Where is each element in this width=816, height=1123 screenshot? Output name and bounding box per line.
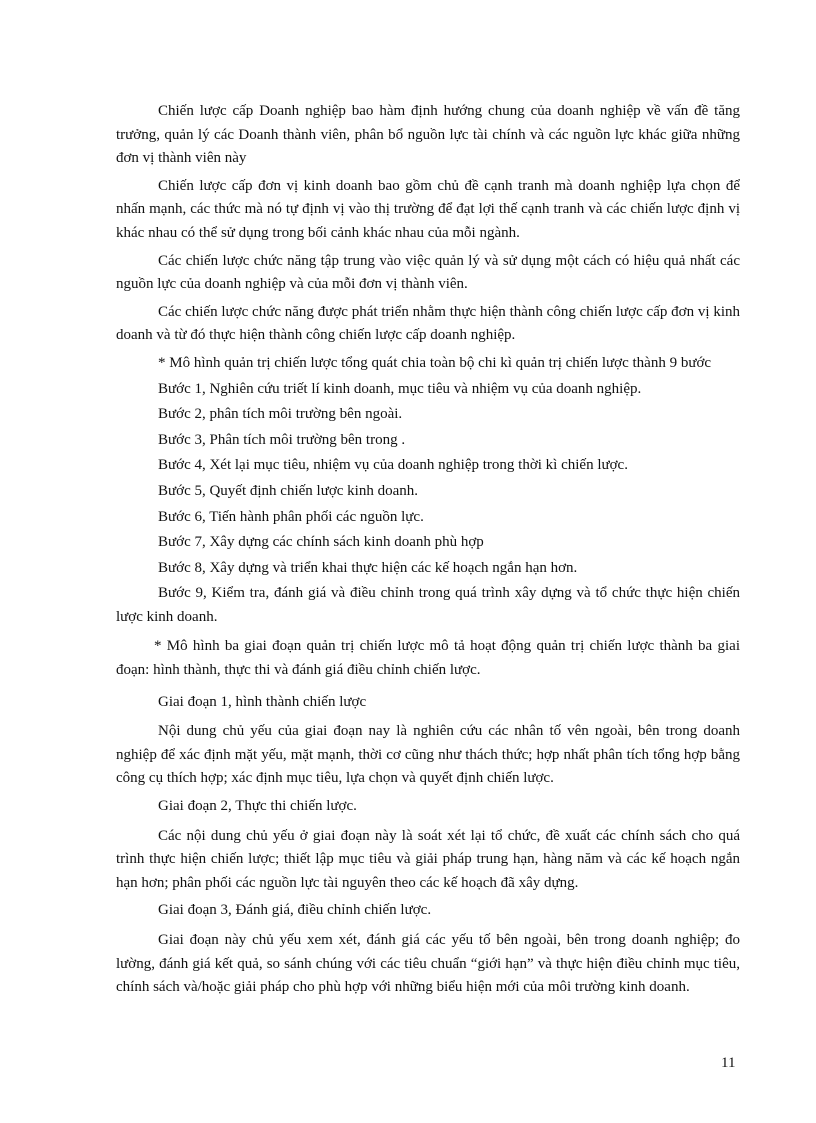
paragraph-functional-strategy: Các chiến lược chức năng tập trung vào việc quản lý và sử dụng một cách có hiệu quả nhất các nguồn lực của doanh nghiệp và của mỗi đơn vị thành viên. — [116, 252, 740, 293]
step-2: Bước 2, phân tích môi trường bên ngoài. — [158, 406, 403, 423]
step-4: Bước 4, Xét lại mục tiêu, nhiệm vụ của doanh nghiệp trong thời kì chiến lược. — [158, 457, 628, 474]
step-5: Bước 5, Quyết định chiến lược kinh doanh. — [158, 482, 418, 499]
stage-3-content: Giai đoạn này chủ yếu xem xét, đánh giá các yếu tố bên ngoài, bên trong doanh nghiệp; đo lường, đánh giá kết quả, so sánh chúng với các tiêu chuẩn “giới hạn” và thực hiện điều chỉnh mục tiêu, chính sách và/hoặc giải pháp cho phù hợp với những biểu hiện mới của môi trường kinh doanh. — [116, 932, 740, 996]
step-3: Bước 3, Phân tích môi trường bên trong . — [158, 431, 406, 448]
paragraph-functional-strategy-goal: Các chiến lược chức năng được phát triển nhằm thực hiện thành công chiến lược cấp đơn vị kinh doanh và từ đó thực hiện thành công chiến lược cấp doanh nghiệp. — [116, 303, 740, 344]
step-7: Bước 7, Xây dựng các chính sách kinh doanh phù hợp — [158, 534, 484, 551]
step-6: Bước 6, Tiến hành phân phối các nguồn lực. — [158, 508, 424, 525]
stage-2-content: Các nội dung chủ yếu ở giai đoạn này là soát xét lại tổ chức, đề xuất các chính sách cho quá trình thực hiện chiến lược; thiết lập mục tiêu và giải pháp trung hạn, hàng năm và các kế hoạch ngắn hạn hơn; phân phối các nguồn lực tài nguyên theo các kế hoạch đã xây dựng. — [116, 827, 740, 891]
stage-1-heading: Giai đoạn 1, hình thành chiến lược — [158, 693, 367, 710]
stage-3-heading: Giai đoạn 3, Đánh giá, điều chỉnh chiến lược. — [158, 902, 432, 919]
paragraph-corporate-strategy: Chiến lược cấp Doanh nghiệp bao hàm định hướng chung của doanh nghiệp về vấn đề tăng trưởng, quản lý các Doanh thành viên, phân bổ nguồn lực tài chính và các nguồn lực khác giữa những đơn vị thành viên này — [116, 103, 740, 167]
stage-2-heading: Giai đoạn 2, Thực thi chiến lược. — [158, 798, 357, 815]
stage-1-content: Nội dung chủ yếu của giai đoạn nay là nghiên cứu các nhân tố vên ngoài, bên trong doanh nghiệp để xác định mặt yếu, mặt mạnh, thời cơ cũng như thách thức; hợp nhất phân tích tổng hợp bằng công cụ thích hợp; xác định mục tiêu, lựa chọn và quyết định chiến lược. — [116, 723, 740, 787]
page-number: 11 — [721, 1055, 736, 1071]
body-text — [116, 100, 740, 1004]
step-1: Bước 1, Nghiên cứu triết lí kinh doanh, mục tiêu và nhiệm vụ của doanh nghiệp. — [158, 380, 642, 397]
step-9: Bước 9, Kiểm tra, đánh giá và điều chỉnh trong quá trình xây dựng và tổ chức thực hiện chiến lược kinh doanh. — [116, 585, 740, 625]
paragraph-nine-step-model: * Mô hình quản trị chiến lược tổng quát chia toàn bộ chi kì quản trị chiến lược thành 9 bước — [158, 354, 712, 371]
paragraph-three-stage-model: * Mô hình ba giai đoạn quản trị chiến lược mô tả hoạt động quản trị chiến lược thành ba giai đoạn: hình thành, thực thi và đánh giá điều chỉnh chiến lược. — [116, 638, 740, 679]
step-8: Bước 8, Xây dựng và triển khai thực hiện các kế hoạch ngắn hạn hơn. — [158, 559, 578, 576]
paragraph-business-unit-strategy: Chiến lược cấp đơn vị kinh doanh bao gồm chủ đề cạnh tranh mà doanh nghiệp lựa chọn để nhấn mạnh, các thức mà nó tự định vị vào thị trường để đạt lợi thế cạnh tranh và các chiến lược định vị khác nhau có thể sử dụng trong bối cảnh khác nhau của mỗi ngành. — [116, 177, 740, 241]
